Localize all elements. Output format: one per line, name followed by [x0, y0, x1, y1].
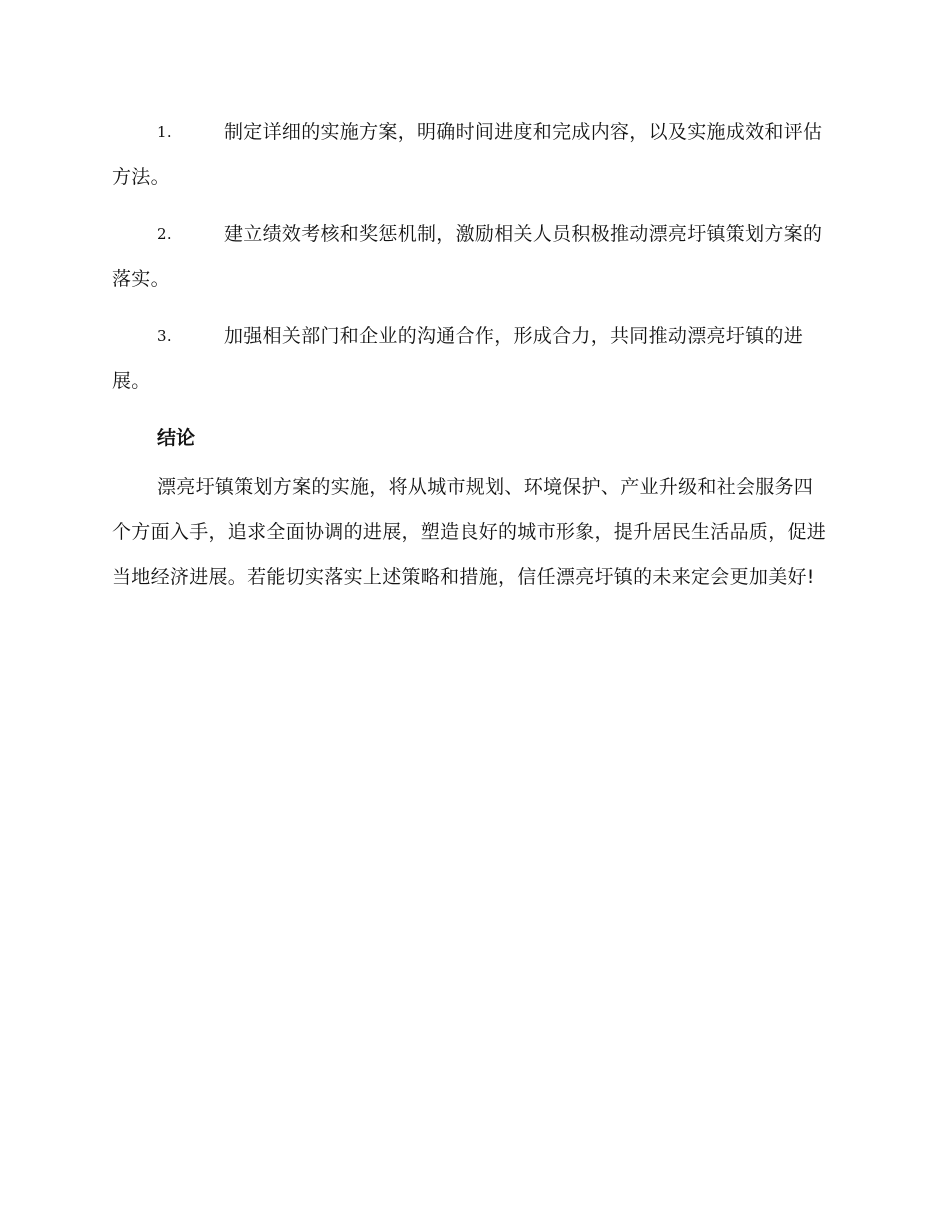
list-number: 3.: [157, 327, 172, 345]
list-number: 1.: [157, 123, 172, 141]
list-item: [112, 212, 832, 302]
list-item: [112, 314, 832, 404]
conclusion-heading: 结论: [157, 427, 196, 449]
list-text: 加强相关部门和企业的沟通合作，形成合力，共同推动漂亮圩镇的进展。: [112, 325, 804, 392]
list-number: 2.: [157, 225, 172, 243]
list-item: [112, 110, 832, 200]
list-text: 建立绩效考核和奖惩机制，激励相关人员积极推动漂亮圩镇策划方案的落实。: [112, 223, 823, 290]
list-text: 制定详细的实施方案，明确时间进度和完成内容，以及实施成效和评估方法。: [112, 121, 823, 188]
conclusion-paragraph: 漂亮圩镇策划方案的实施，将从城市规划、环境保护、产业升级和社会服务四个方面入手，追求全面协调的进展，塑造良好的城市形象，提升居民生活品质，促进当地经济进展。若能切实落实上述策略和措施，信任漂亮圩镇的未来定会更加美好!: [112, 476, 827, 588]
